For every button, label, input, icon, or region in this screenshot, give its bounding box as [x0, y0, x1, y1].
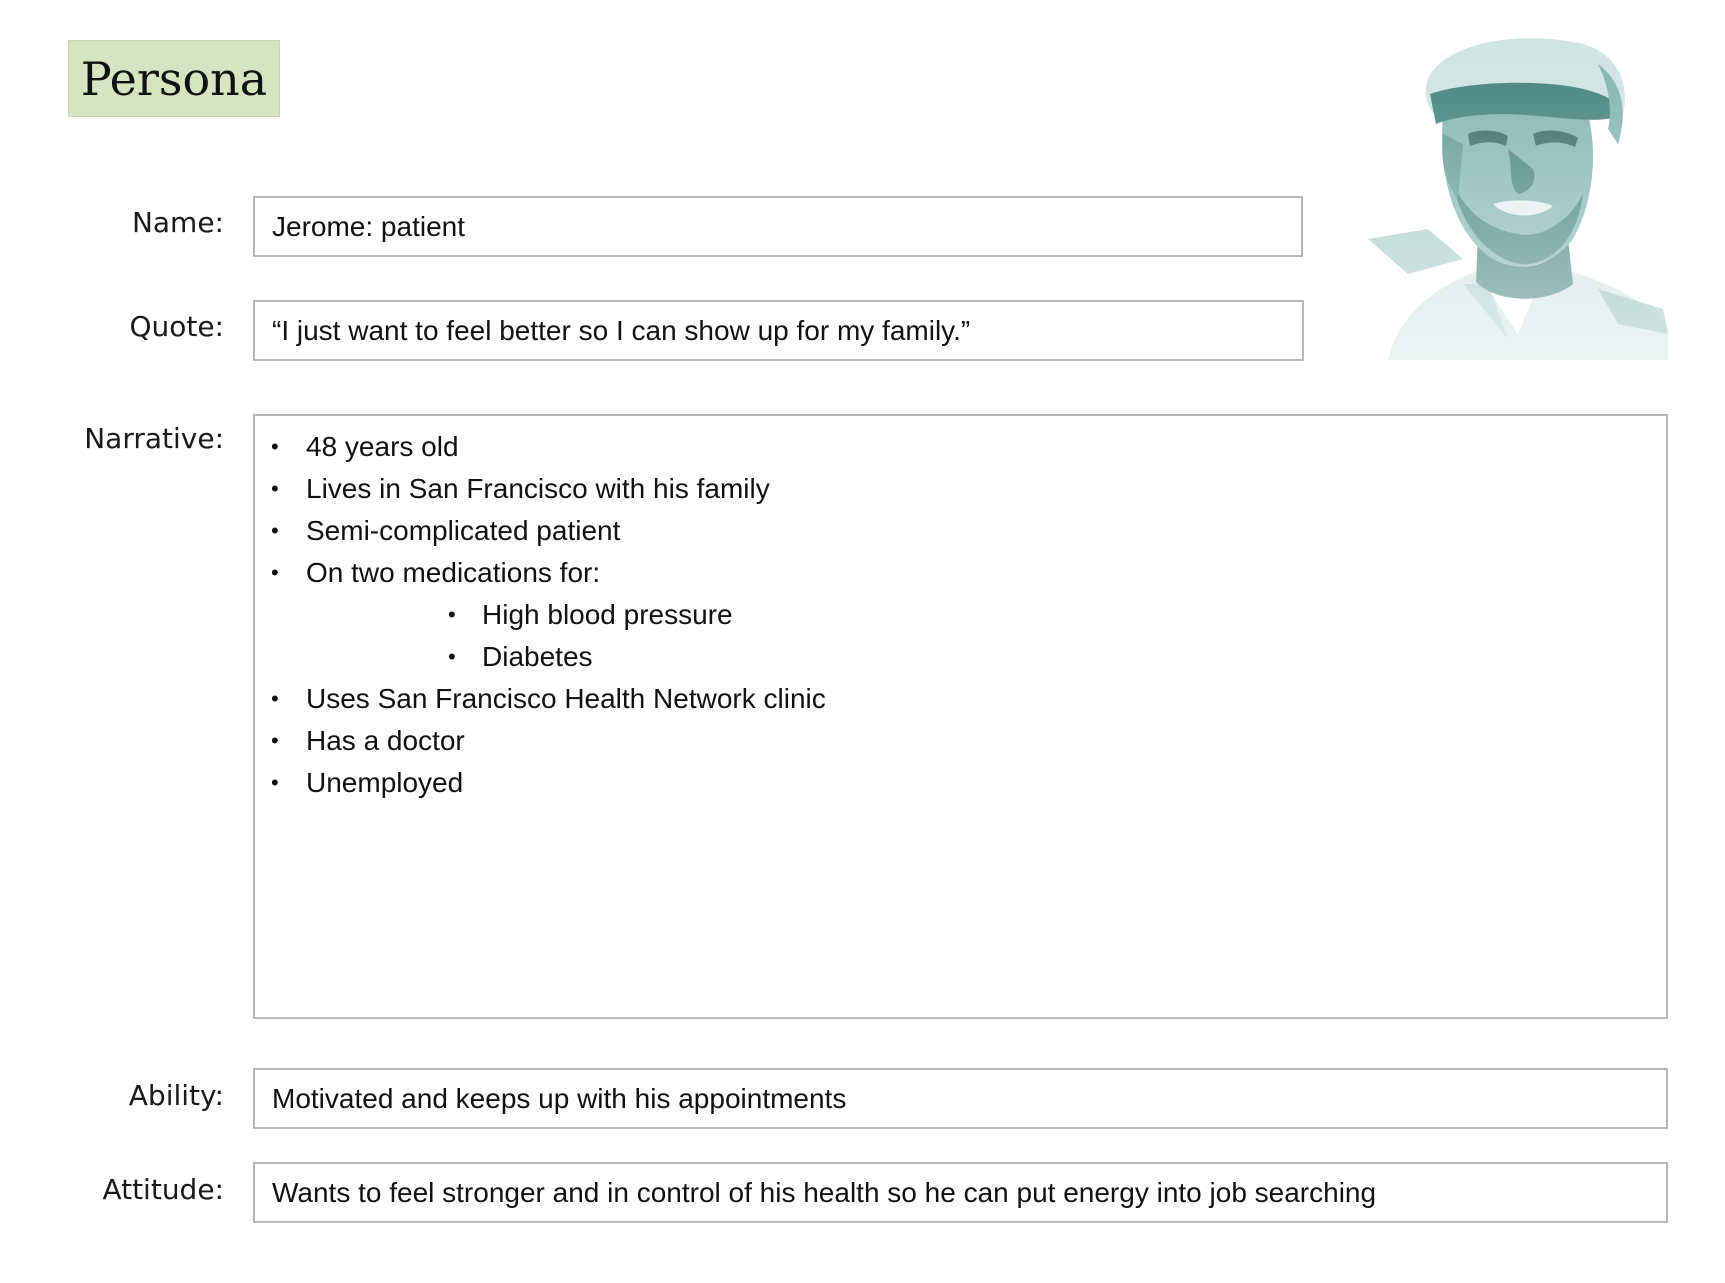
bullet-icon: • — [271, 476, 279, 501]
bullet-icon: • — [271, 770, 279, 795]
bullet-icon: • — [271, 434, 279, 459]
list-item: • Semi-complicated patient — [255, 510, 826, 552]
narrative-label: Narrative: — [84, 422, 224, 455]
page-title: Persona — [68, 40, 280, 117]
name-label: Name: — [131, 206, 224, 239]
ability-label: Ability: — [128, 1079, 224, 1112]
bullet-icon: • — [271, 728, 279, 753]
quote-label: Quote: — [129, 310, 224, 343]
list-item: • Uses San Francisco Health Network clinic — [255, 678, 826, 720]
narrative-field[interactable] — [253, 414, 1668, 1019]
list-item: • Unemployed — [255, 762, 826, 804]
attitude-field[interactable] — [253, 1162, 1668, 1223]
list-item: • On two medications for: — [255, 552, 826, 594]
bullet-icon: • — [271, 560, 279, 585]
bullet-icon: • — [448, 602, 456, 627]
ability-value: Motivated and keeps up with his appointments — [272, 1082, 847, 1114]
quote-value: “I just want to feel better so I can show up for my family.” — [272, 314, 971, 346]
ability-field[interactable] — [253, 1068, 1668, 1129]
list-item: • Lives in San Francisco with his family — [255, 468, 826, 510]
list-item: • Has a doctor — [255, 720, 826, 762]
bullet-icon: • — [271, 686, 279, 711]
attitude-value: Wants to feel stronger and in control of his health so he can put energy into job searching — [272, 1176, 1377, 1208]
list-item-sub: • High blood pressure — [255, 594, 826, 636]
bullet-icon: • — [448, 644, 456, 669]
narrative-list — [255, 426, 826, 804]
list-item: • 48 years old — [255, 426, 826, 468]
attitude-label: Attitude: — [102, 1173, 224, 1206]
persona-portrait-image — [1368, 34, 1668, 360]
name-value: Jerome: patient — [272, 210, 465, 242]
list-item-sub: • Diabetes — [255, 636, 826, 678]
quote-field[interactable] — [253, 300, 1304, 361]
bullet-icon: • — [271, 518, 279, 543]
name-field[interactable] — [253, 196, 1303, 257]
